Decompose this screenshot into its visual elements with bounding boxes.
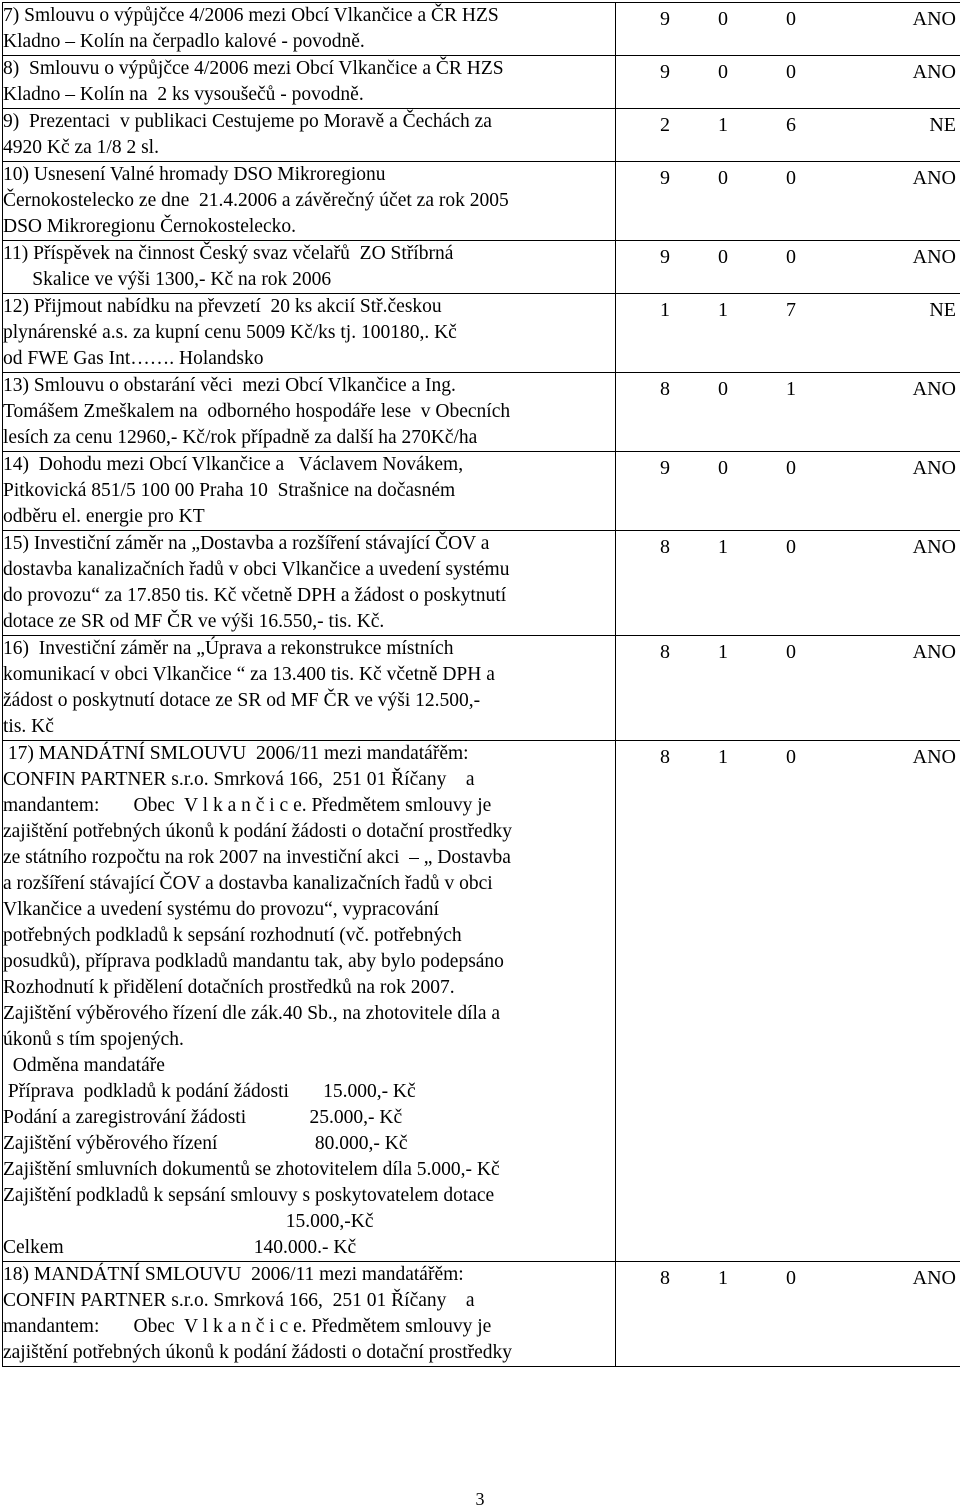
vote-result-cell [616, 3, 960, 56]
resolution-text-line: dostavba kanalizačních řadů v obci Vlkančice a uvedení systému [3, 559, 510, 580]
resolution-text-line: 12) Přijmout nabídku na převzetí 20 ks akcií Stř.českou [3, 296, 442, 317]
resolution-text-cell [3, 241, 616, 294]
resolution-text-line: Kladno – Kolín na čerpadlo kalové - povodně. [3, 31, 365, 52]
resolution-text-line: lesích za cenu 12960,- Kč/rok případně za další ha 270Kč/ha [3, 427, 478, 448]
resolution-text-line: potřebných podkladů k sepsání rozhodnutí (vč. potřebných [3, 925, 462, 946]
vote-result [616, 56, 960, 87]
vote-outcome: ANO [912, 457, 956, 479]
vote-result-cell [616, 162, 960, 241]
votes-abstain: 0 [786, 641, 796, 663]
votes-for: 9 [660, 246, 670, 268]
resolution-text-line: 9) Prezentaci v publikaci Cestujeme po Moravě a Čechách za [3, 111, 492, 132]
resolution-text-line: dotace ze SR od MF ČR ve výši 16.550,- tis. Kč. [3, 611, 385, 632]
table-row [3, 109, 960, 162]
votes-for: 2 [660, 114, 670, 136]
votes-abstain: 0 [786, 8, 796, 30]
votes-against: 0 [718, 8, 728, 30]
resolution-text-line: Rozhodnutí k přidělení dotačních prostředků na rok 2007. [3, 977, 455, 998]
resolution-text-line: 7) Smlouvu o výpůjčce 4/2006 mezi Obcí Vlkančice a ČR HZS [3, 5, 499, 26]
resolution-text-line: úkonů s tím spojených. [3, 1029, 184, 1050]
table-row [3, 3, 960, 56]
votes-for: 9 [660, 167, 670, 189]
resolution-text-line: 11) Příspěvek na činnost Český svaz včelařů ZO Stříbrná [3, 243, 454, 264]
resolution-text-line: 15) Investiční záměr na „Dostavba a rozšíření stávající ČOV a [3, 533, 490, 554]
resolution-text-cell [3, 294, 616, 373]
votes-for: 9 [660, 61, 670, 83]
resolution-text-cell [3, 741, 616, 1262]
votes-abstain: 6 [786, 114, 796, 136]
table-row [3, 1262, 960, 1367]
table-row [3, 531, 960, 636]
vote-result [616, 373, 960, 404]
resolution-text-line: Vlkančice a uvedení systému do provozu“, vypracování [3, 899, 439, 920]
resolution-text-line: odběru el. energie pro KT [3, 506, 205, 527]
resolution-text-cell [3, 162, 616, 241]
resolution-text-line: Podání a zaregistrování žádosti 25.000,- Kč [3, 1107, 403, 1128]
vote-result-cell [616, 531, 960, 636]
resolution-text-line: mandantem: Obec V l k a n č i c e. Předmětem smlouvy je [3, 795, 492, 816]
votes-abstain: 0 [786, 246, 796, 268]
votes-against: 1 [718, 1267, 728, 1289]
votes-for: 8 [660, 746, 670, 768]
votes-abstain: 0 [786, 746, 796, 768]
resolution-text-line: posudků), příprava podkladů mandantu tak, aby bylo podepsáno [3, 951, 504, 972]
vote-result-cell [616, 373, 960, 452]
votes-for: 8 [660, 641, 670, 663]
vote-result [616, 294, 960, 325]
table-row [3, 56, 960, 109]
vote-result-cell [616, 1262, 960, 1367]
resolution-text-line: CONFIN PARTNER s.r.o. Smrková 166, 251 01 Říčany a [3, 769, 475, 790]
resolution-text-line: Kladno – Kolín na 2 ks vysoušečů - povodně. [3, 84, 364, 105]
votes-for: 9 [660, 457, 670, 479]
votes-for: 8 [660, 536, 670, 558]
votes-against: 1 [718, 114, 728, 136]
resolution-text-line: 18) MANDÁTNÍ SMLOUVU 2006/11 mezi mandatářěm: [3, 1264, 464, 1285]
vote-result [616, 531, 960, 562]
resolution-text-line: 10) Usnesení Valné hromady DSO Mikroregionu [3, 164, 386, 185]
resolution-text-cell [3, 531, 616, 636]
resolutions-table [2, 2, 960, 1367]
resolution-text-cell [3, 636, 616, 741]
resolution-text-line: zajištění potřebných úkonů k podání žádosti o dotační prostředky [3, 1342, 513, 1363]
votes-abstain: 0 [786, 61, 796, 83]
votes-against: 1 [718, 536, 728, 558]
resolution-text-line: DSO Mikroregionu Černokostelecko. [3, 216, 296, 237]
vote-result [616, 241, 960, 272]
votes-against: 0 [718, 457, 728, 479]
resolution-text-line: do provozu“ za 17.850 tis. Kč včetně DPH a žádost o poskytnutí [3, 585, 507, 606]
page-number: 3 [475, 1489, 485, 1509]
votes-for: 9 [660, 8, 670, 30]
resolution-text-line: ze státního rozpočtu na rok 2007 na investiční akci – „ Dostavba [3, 847, 511, 868]
resolution-text-line: 17) MANDÁTNÍ SMLOUVU 2006/11 mezi mandatářěm: [3, 743, 469, 764]
resolution-text-line: 15.000,-Kč [3, 1211, 374, 1232]
vote-result-cell [616, 109, 960, 162]
votes-abstain: 7 [786, 299, 796, 321]
resolution-text-line: Černokostelecko ze dne 21.4.2006 a závěrečný účet za rok 2005 [3, 190, 509, 211]
resolution-text-line: CONFIN PARTNER s.r.o. Smrková 166, 251 01 Říčany a [3, 1290, 475, 1311]
resolution-text-line: Odměna mandatáře [3, 1055, 165, 1076]
resolution-text-line: Skalice ve výši 1300,- Kč na rok 2006 [3, 269, 332, 290]
votes-abstain: 0 [786, 1267, 796, 1289]
resolution-text-line: Zajištění smluvních dokumentů se zhotovitelem díla 5.000,- Kč [3, 1159, 500, 1180]
resolution-text-line: 16) Investiční záměr na „Úprava a rekonstrukce místních [3, 638, 454, 659]
vote-result [616, 1262, 960, 1293]
vote-result-cell [616, 636, 960, 741]
vote-result-cell [616, 741, 960, 1262]
resolution-text-line: Zajištění výběrového řízení dle zák.40 Sb., na zhotovitele díla a [3, 1003, 501, 1024]
resolution-text-cell [3, 56, 616, 109]
resolution-text-line: 14) Dohodu mezi Obcí Vlkančice a Václavem Novákem, [3, 454, 464, 475]
resolution-text-line: mandantem: Obec V l k a n č i c e. Předmětem smlouvy je [3, 1316, 492, 1337]
table-row [3, 741, 960, 1262]
resolution-text-line: od FWE Gas Int……. Holandsko [3, 348, 264, 369]
vote-result [616, 636, 960, 667]
resolution-text-cell [3, 373, 616, 452]
vote-outcome: ANO [912, 8, 956, 30]
table-row [3, 636, 960, 741]
resolution-text-line: 4920 Kč za 1/8 2 sl. [3, 137, 159, 158]
votes-against: 1 [718, 746, 728, 768]
resolutions-table-body [3, 3, 960, 1367]
votes-against: 0 [718, 246, 728, 268]
votes-for: 1 [660, 299, 670, 321]
table-row [3, 373, 960, 452]
resolution-text-line: komunikací v obci Vlkančice “ za 13.400 tis. Kč včetně DPH a [3, 664, 495, 685]
votes-against: 0 [718, 167, 728, 189]
resolution-text-cell [3, 452, 616, 531]
vote-result [616, 3, 960, 34]
vote-result [616, 162, 960, 193]
vote-outcome: ANO [912, 1267, 956, 1289]
vote-result [616, 109, 960, 140]
resolution-text-line: Tomášem Zmeškalem na odborného hospodáře lese v Obecních [3, 401, 511, 422]
vote-outcome: ANO [912, 536, 956, 558]
table-row [3, 452, 960, 531]
resolution-text-line: 13) Smlouvu o obstarání věci mezi Obcí Vlkančice a Ing. [3, 375, 456, 396]
resolution-text-line: Celkem 140.000.- Kč [3, 1237, 357, 1258]
vote-outcome: NE [929, 299, 956, 321]
votes-against: 1 [718, 641, 728, 663]
resolution-text-line: Zajištění výběrového řízení 80.000,- Kč [3, 1133, 408, 1154]
vote-result-cell [616, 452, 960, 531]
vote-outcome: ANO [912, 641, 956, 663]
vote-result-cell [616, 294, 960, 373]
votes-against: 0 [718, 378, 728, 400]
vote-outcome: ANO [912, 746, 956, 768]
vote-result [616, 452, 960, 483]
resolution-text-cell [3, 1262, 616, 1367]
resolution-text-line: Příprava podkladů k podání žádosti 15.000,- Kč [3, 1081, 416, 1102]
table-row [3, 294, 960, 373]
votes-against: 1 [718, 299, 728, 321]
resolution-text-line: a rozšíření stávající ČOV a dostavba kanalizačních řadů v obci [3, 873, 493, 894]
vote-result-cell [616, 56, 960, 109]
vote-outcome: ANO [912, 61, 956, 83]
vote-outcome: NE [929, 114, 956, 136]
vote-outcome: ANO [912, 167, 956, 189]
votes-abstain: 0 [786, 167, 796, 189]
votes-abstain: 0 [786, 457, 796, 479]
resolution-text-line: zajištění potřebných úkonů k podání žádosti o dotační prostředky [3, 821, 513, 842]
resolution-text-cell [3, 109, 616, 162]
table-row [3, 162, 960, 241]
votes-against: 0 [718, 61, 728, 83]
resolution-text-cell [3, 3, 616, 56]
resolution-text-line: žádost o poskytnutí dotace ze SR od MF ČR ve výši 12.500,- [3, 690, 481, 711]
votes-abstain: 1 [786, 378, 796, 400]
table-row [3, 241, 960, 294]
votes-for: 8 [660, 378, 670, 400]
vote-result-cell [616, 241, 960, 294]
votes-abstain: 0 [786, 536, 796, 558]
vote-outcome: ANO [912, 378, 956, 400]
resolution-text-line: tis. Kč [3, 716, 54, 737]
vote-result [616, 741, 960, 772]
resolution-text-line: 8) Smlouvu o výpůjčce 4/2006 mezi Obcí Vlkančice a ČR HZS [3, 58, 504, 79]
votes-for: 8 [660, 1267, 670, 1289]
resolution-text-line: Zajištění podkladů k sepsání smlouvy s poskytovatelem dotace [3, 1185, 495, 1206]
resolution-text-line: plynárenské a.s. za kupní cenu 5009 Kč/ks tj. 100180,. Kč [3, 322, 457, 343]
resolution-text-line: Pitkovická 851/5 100 00 Praha 10 Strašnice na dočasném [3, 480, 456, 501]
vote-outcome: ANO [912, 246, 956, 268]
